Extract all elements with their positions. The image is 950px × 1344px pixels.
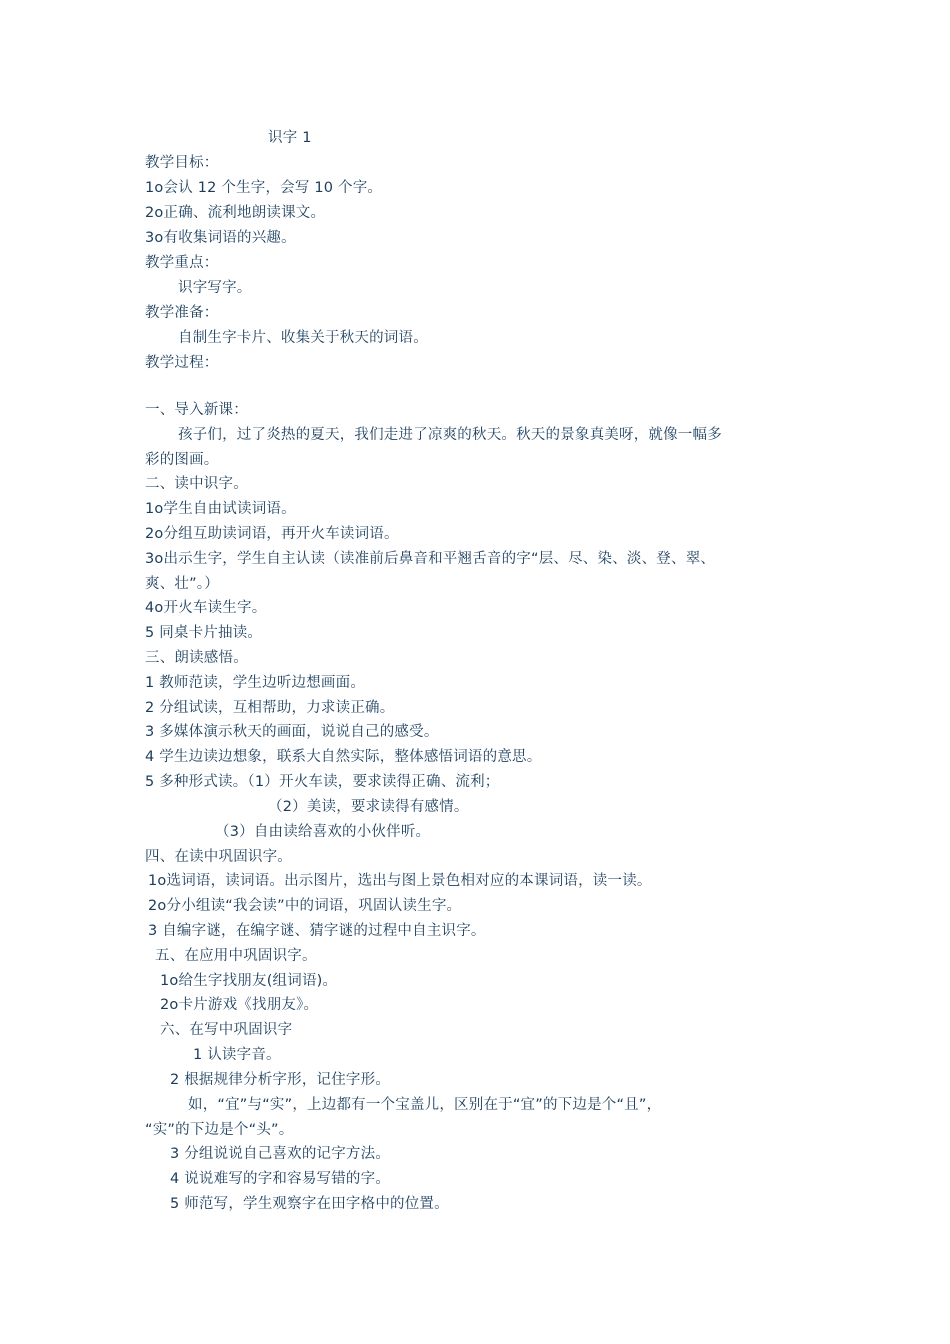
step-6-item-1: 1 认读字音。 <box>193 1047 281 1063</box>
step-6-item-3: 3 分组说说自己喜欢的记字方法。 <box>170 1146 391 1162</box>
section-heading-goals: 教学目标： <box>145 155 219 171</box>
step-3-item-2: 2 分组试读，互相帮助，力求读正确。 <box>145 700 395 716</box>
step-2-item-1: 1o学生自由试读词语。 <box>145 501 296 517</box>
step-1-heading: 一、导入新课： <box>145 402 248 418</box>
step-6-example-line-2: “实”的下边是个“头”。 <box>145 1122 294 1138</box>
step-3-item-5-sub-2: （2）美读，要求读得有感情。 <box>268 799 469 815</box>
step-4-heading: 四、在读中巩固识字。 <box>145 849 292 865</box>
step-5-heading: 五、在应用中巩固识字。 <box>155 948 317 964</box>
step-6-example-line-1: 如，“宜”与“实”，上边都有一个宝盖儿，区别在于“宜”的下边是个“且”， <box>188 1097 662 1113</box>
document-title: 识字 1 <box>268 130 312 146</box>
step-2-item-5: 5 同桌卡片抽读。 <box>145 625 263 641</box>
step-4-item-3: 3 自编字谜，在编字谜、猜字谜的过程中自主识字。 <box>148 923 486 939</box>
step-5-item-2: 2o卡片游戏《找朋友》。 <box>160 997 319 1013</box>
section-heading-focus: 教学重点： <box>145 255 219 271</box>
step-5-item-1: 1o给生字找朋友(组词语)。 <box>160 973 338 989</box>
section-heading-process: 教学过程： <box>145 355 219 371</box>
step-2-item-4: 4o开火车读生字。 <box>145 600 267 616</box>
step-4-item-1: 1o选词语，读词语。出示图片，选出与图上景色相对应的本课词语，读一读。 <box>148 873 652 889</box>
preparation-text: 自制生字卡片、收集关于秋天的词语。 <box>178 330 428 346</box>
step-6-item-4: 4 说说难写的字和容易写错的字。 <box>170 1171 391 1187</box>
intro-paragraph-line-1: 孩子们，过了炎热的夏天，我们走进了凉爽的秋天。秋天的景象真美呀，就像一幅多 <box>178 427 722 443</box>
step-6-heading: 六、在写中巩固识字 <box>160 1022 293 1038</box>
step-4-item-2: 2o分小组读“我会读”中的词语，巩固认读生字。 <box>148 898 462 914</box>
goal-item-2: 2o正确、流利地朗读课文。 <box>145 205 326 221</box>
step-3-item-4: 4 学生边读边想象，联系大自然实际，整体感悟词语的意思。 <box>145 749 542 765</box>
step-3-item-1: 1 教师范读，学生边听边想画面。 <box>145 675 366 691</box>
step-2-item-3-line-1: 3o出示生字，学生自主认读（读准前后鼻音和平翘舌音的字“层、尽、染、淡、登、翠、 <box>145 551 716 567</box>
goal-item-3: 3o有收集词语的兴趣。 <box>145 230 296 246</box>
step-3-item-5: 5 多种形式读。（1）开火车读，要求读得正确、流利； <box>145 774 500 790</box>
step-6-item-2: 2 根据规律分析字形，记住字形。 <box>170 1072 391 1088</box>
section-heading-preparation: 教学准备： <box>145 305 219 321</box>
step-3-heading: 三、朗读感悟。 <box>145 650 248 666</box>
step-6-item-5: 5 师范写，学生观察字在田字格中的位置。 <box>170 1196 449 1212</box>
step-2-heading: 二、读中识字。 <box>145 476 248 492</box>
step-2-item-3-line-2: 爽、壮”。） <box>145 576 219 592</box>
goal-item-1: 1o会认 12 个生字，会写 10 个字。 <box>145 180 383 196</box>
step-3-item-3: 3 多媒体演示秋天的画面，说说自己的感受。 <box>145 724 439 740</box>
step-2-item-2: 2o分组互助读词语，再开火车读词语。 <box>145 526 399 542</box>
intro-paragraph-line-2: 彩的图画。 <box>145 452 219 468</box>
focus-text: 识字写字。 <box>178 280 252 296</box>
step-3-item-5-sub-3: （3）自由读给喜欢的小伙伴听。 <box>215 824 431 840</box>
